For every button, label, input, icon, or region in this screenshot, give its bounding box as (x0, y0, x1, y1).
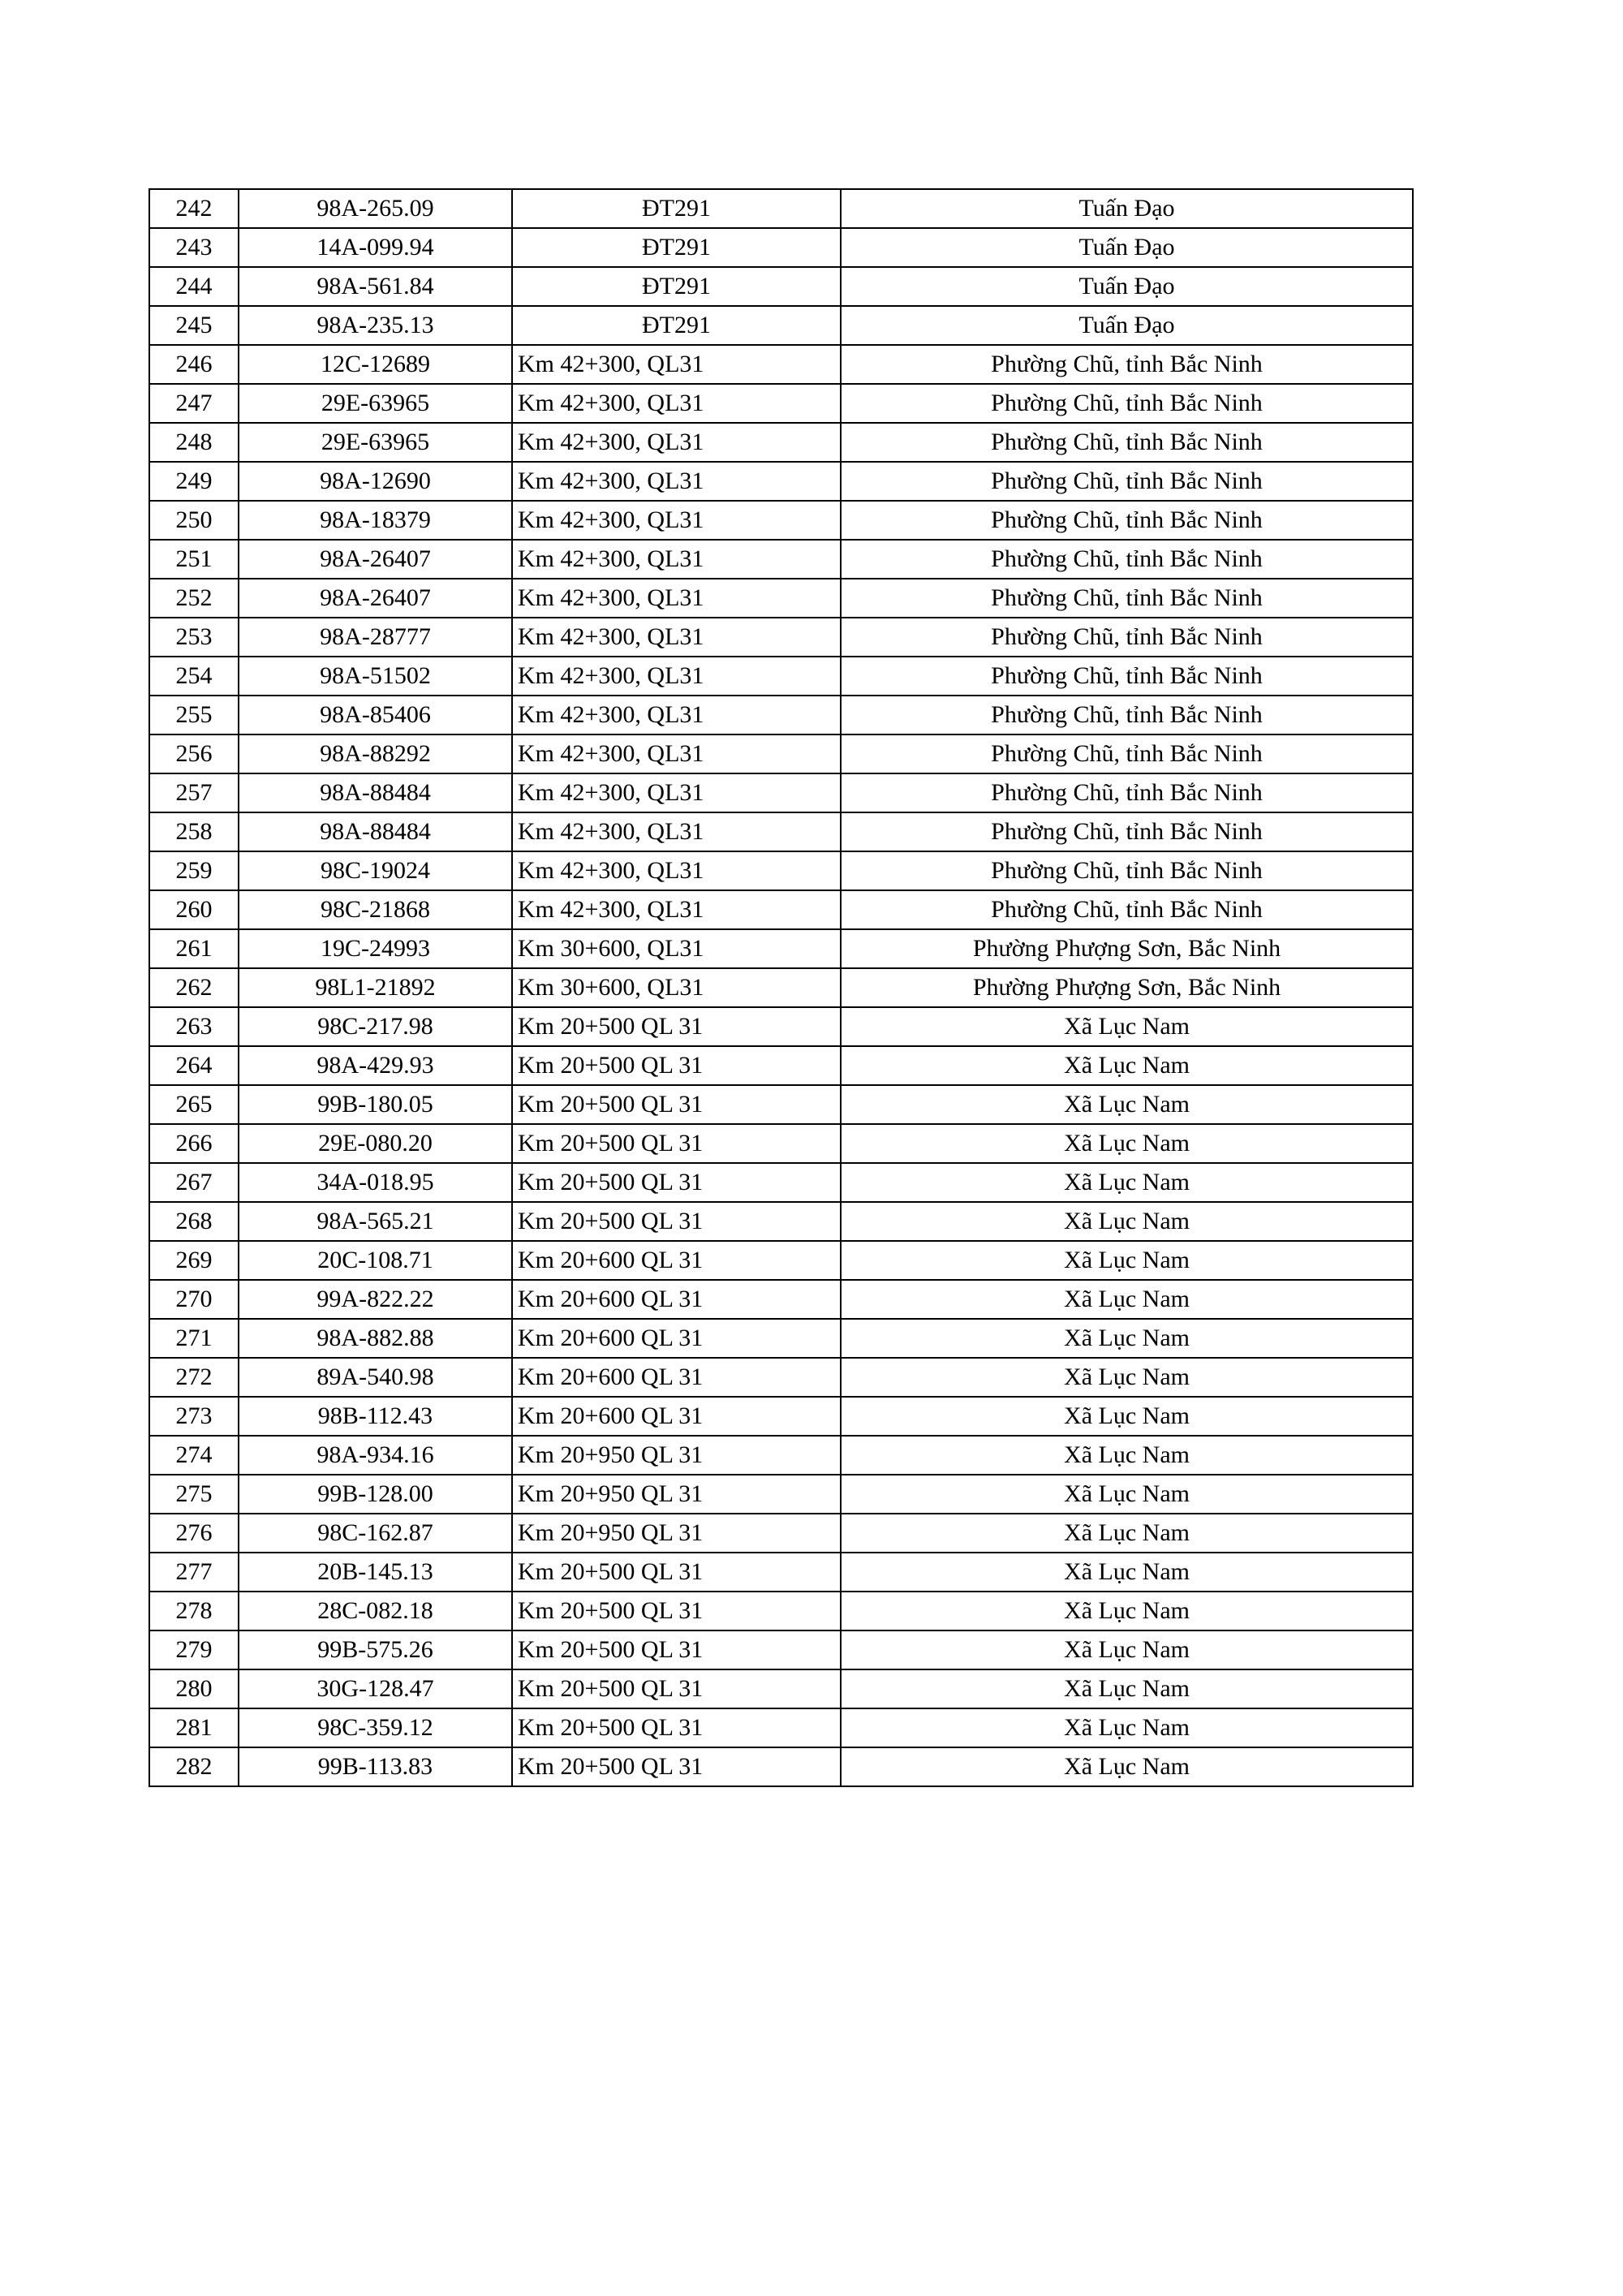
cell-road-location: Km 20+600 QL 31 (512, 1397, 841, 1436)
table-row (149, 267, 1413, 306)
cell-ordinal: 274 (149, 1436, 239, 1475)
cell-administrative-unit: Phường Chũ, tỉnh Bắc Ninh (841, 657, 1413, 696)
table-row (149, 968, 1413, 1007)
cell-license-plate: 99B-113.83 (239, 1747, 512, 1786)
cell-road-location: Km 20+600 QL 31 (512, 1280, 841, 1319)
cell-administrative-unit: Phường Chũ, tỉnh Bắc Ninh (841, 890, 1413, 929)
cell-road-location: ĐT291 (512, 228, 841, 267)
cell-license-plate: 29E-63965 (239, 423, 512, 462)
cell-license-plate: 98A-26407 (239, 579, 512, 618)
cell-administrative-unit: Xã Lục Nam (841, 1436, 1413, 1475)
cell-road-location: Km 20+500 QL 31 (512, 1553, 841, 1592)
cell-administrative-unit: Phường Chũ, tỉnh Bắc Ninh (841, 540, 1413, 579)
cell-ordinal: 249 (149, 462, 239, 501)
cell-administrative-unit: Xã Lục Nam (841, 1475, 1413, 1514)
cell-ordinal: 252 (149, 579, 239, 618)
cell-road-location: Km 42+300, QL31 (512, 345, 841, 384)
cell-ordinal: 242 (149, 189, 239, 228)
cell-ordinal: 257 (149, 773, 239, 812)
cell-license-plate: 98A-18379 (239, 501, 512, 540)
cell-ordinal: 266 (149, 1124, 239, 1163)
cell-road-location: Km 20+500 QL 31 (512, 1592, 841, 1630)
table-row (149, 345, 1413, 384)
cell-road-location: Km 42+300, QL31 (512, 423, 841, 462)
cell-license-plate: 98A-565.21 (239, 1202, 512, 1241)
cell-ordinal: 245 (149, 306, 239, 345)
cell-administrative-unit: Phường Chũ, tỉnh Bắc Ninh (841, 345, 1413, 384)
cell-administrative-unit: Xã Lục Nam (841, 1514, 1413, 1553)
cell-ordinal: 247 (149, 384, 239, 423)
cell-license-plate: 98L1-21892 (239, 968, 512, 1007)
cell-administrative-unit: Phường Chũ, tỉnh Bắc Ninh (841, 773, 1413, 812)
cell-administrative-unit: Phường Chũ, tỉnh Bắc Ninh (841, 618, 1413, 657)
cell-license-plate: 98C-162.87 (239, 1514, 512, 1553)
cell-ordinal: 256 (149, 734, 239, 773)
cell-ordinal: 248 (149, 423, 239, 462)
table-row (149, 657, 1413, 696)
table-row (149, 1592, 1413, 1630)
table-row (149, 579, 1413, 618)
table-row (149, 1046, 1413, 1085)
cell-administrative-unit: Phường Chũ, tỉnh Bắc Ninh (841, 462, 1413, 501)
cell-road-location: Km 20+950 QL 31 (512, 1436, 841, 1475)
table-row (149, 1436, 1413, 1475)
table-row (149, 306, 1413, 345)
table-row (149, 890, 1413, 929)
cell-administrative-unit: Xã Lục Nam (841, 1085, 1413, 1124)
cell-road-location: Km 42+300, QL31 (512, 501, 841, 540)
cell-ordinal: 250 (149, 501, 239, 540)
cell-road-location: Km 42+300, QL31 (512, 579, 841, 618)
cell-administrative-unit: Phường Chũ, tỉnh Bắc Ninh (841, 423, 1413, 462)
table-row (149, 1708, 1413, 1747)
cell-license-plate: 19C-24993 (239, 929, 512, 968)
cell-ordinal: 282 (149, 1747, 239, 1786)
cell-administrative-unit: Xã Lục Nam (841, 1708, 1413, 1747)
cell-ordinal: 253 (149, 618, 239, 657)
cell-license-plate: 14A-099.94 (239, 228, 512, 267)
cell-license-plate: 98C-359.12 (239, 1708, 512, 1747)
cell-road-location: ĐT291 (512, 267, 841, 306)
cell-ordinal: 271 (149, 1319, 239, 1358)
cell-administrative-unit: Xã Lục Nam (841, 1592, 1413, 1630)
cell-administrative-unit: Xã Lục Nam (841, 1280, 1413, 1319)
cell-ordinal: 280 (149, 1669, 239, 1708)
cell-ordinal: 272 (149, 1358, 239, 1397)
cell-road-location: Km 20+500 QL 31 (512, 1007, 841, 1046)
cell-road-location: Km 20+500 QL 31 (512, 1747, 841, 1786)
cell-license-plate: 99A-822.22 (239, 1280, 512, 1319)
cell-road-location: Km 20+600 QL 31 (512, 1358, 841, 1397)
cell-ordinal: 277 (149, 1553, 239, 1592)
cell-road-location: Km 20+600 QL 31 (512, 1319, 841, 1358)
table-row (149, 1163, 1413, 1202)
cell-license-plate: 89A-540.98 (239, 1358, 512, 1397)
cell-ordinal: 259 (149, 851, 239, 890)
cell-road-location: Km 20+500 QL 31 (512, 1669, 841, 1708)
cell-ordinal: 244 (149, 267, 239, 306)
cell-license-plate: 98A-882.88 (239, 1319, 512, 1358)
cell-road-location: Km 42+300, QL31 (512, 812, 841, 851)
table-row (149, 1007, 1413, 1046)
cell-road-location: Km 20+500 QL 31 (512, 1630, 841, 1669)
cell-administrative-unit: Xã Lục Nam (841, 1630, 1413, 1669)
table-row (149, 773, 1413, 812)
cell-ordinal: 267 (149, 1163, 239, 1202)
cell-license-plate: 98A-235.13 (239, 306, 512, 345)
cell-ordinal: 246 (149, 345, 239, 384)
cell-license-plate: 98A-561.84 (239, 267, 512, 306)
cell-ordinal: 265 (149, 1085, 239, 1124)
table-row (149, 540, 1413, 579)
cell-administrative-unit: Xã Lục Nam (841, 1163, 1413, 1202)
table-row (149, 501, 1413, 540)
cell-administrative-unit: Xã Lục Nam (841, 1319, 1413, 1358)
cell-administrative-unit: Xã Lục Nam (841, 1124, 1413, 1163)
cell-administrative-unit: Xã Lục Nam (841, 1397, 1413, 1436)
cell-license-plate: 98B-112.43 (239, 1397, 512, 1436)
cell-road-location: Km 20+500 QL 31 (512, 1163, 841, 1202)
table-row (149, 1553, 1413, 1592)
cell-ordinal: 276 (149, 1514, 239, 1553)
cell-license-plate: 98A-265.09 (239, 189, 512, 228)
cell-license-plate: 98A-51502 (239, 657, 512, 696)
cell-administrative-unit: Phường Phượng Sơn, Bắc Ninh (841, 968, 1413, 1007)
table-row (149, 1358, 1413, 1397)
cell-administrative-unit: Tuấn Đạo (841, 267, 1413, 306)
table-row (149, 189, 1413, 228)
cell-road-location: Km 42+300, QL31 (512, 540, 841, 579)
table-row (149, 1630, 1413, 1669)
cell-administrative-unit: Tuấn Đạo (841, 228, 1413, 267)
cell-license-plate: 98A-12690 (239, 462, 512, 501)
cell-ordinal: 268 (149, 1202, 239, 1241)
cell-road-location: Km 42+300, QL31 (512, 384, 841, 423)
cell-road-location: Km 42+300, QL31 (512, 851, 841, 890)
table-row (149, 1514, 1413, 1553)
cell-license-plate: 98A-26407 (239, 540, 512, 579)
table-row (149, 1747, 1413, 1786)
cell-administrative-unit: Xã Lục Nam (841, 1202, 1413, 1241)
cell-ordinal: 243 (149, 228, 239, 267)
cell-road-location: Km 20+500 QL 31 (512, 1085, 841, 1124)
cell-road-location: ĐT291 (512, 189, 841, 228)
cell-ordinal: 281 (149, 1708, 239, 1747)
cell-license-plate: 99B-575.26 (239, 1630, 512, 1669)
cell-ordinal: 264 (149, 1046, 239, 1085)
cell-license-plate: 20C-108.71 (239, 1241, 512, 1280)
cell-license-plate: 12C-12689 (239, 345, 512, 384)
cell-license-plate: 98A-88292 (239, 734, 512, 773)
cell-license-plate: 99B-180.05 (239, 1085, 512, 1124)
cell-license-plate: 29E-63965 (239, 384, 512, 423)
cell-administrative-unit: Xã Lục Nam (841, 1553, 1413, 1592)
table-row (149, 1319, 1413, 1358)
cell-license-plate: 98C-21868 (239, 890, 512, 929)
cell-license-plate: 34A-018.95 (239, 1163, 512, 1202)
cell-license-plate: 98A-429.93 (239, 1046, 512, 1085)
table-row (149, 1202, 1413, 1241)
cell-license-plate: 98A-85406 (239, 696, 512, 734)
table-row (149, 1085, 1413, 1124)
cell-administrative-unit: Xã Lục Nam (841, 1241, 1413, 1280)
violation-table-body (149, 189, 1413, 1786)
cell-ordinal: 262 (149, 968, 239, 1007)
cell-road-location: Km 42+300, QL31 (512, 890, 841, 929)
cell-ordinal: 269 (149, 1241, 239, 1280)
cell-license-plate: 98A-88484 (239, 812, 512, 851)
cell-administrative-unit: Phường Phượng Sơn, Bắc Ninh (841, 929, 1413, 968)
cell-road-location: Km 20+500 QL 31 (512, 1124, 841, 1163)
violation-table-container (149, 188, 1412, 1787)
cell-road-location: Km 20+950 QL 31 (512, 1475, 841, 1514)
table-row (149, 423, 1413, 462)
cell-ordinal: 275 (149, 1475, 239, 1514)
table-row (149, 812, 1413, 851)
table-row (149, 734, 1413, 773)
cell-license-plate: 98A-934.16 (239, 1436, 512, 1475)
cell-ordinal: 251 (149, 540, 239, 579)
table-row (149, 384, 1413, 423)
cell-road-location: Km 20+600 QL 31 (512, 1241, 841, 1280)
cell-ordinal: 261 (149, 929, 239, 968)
cell-road-location: Km 20+950 QL 31 (512, 1514, 841, 1553)
cell-administrative-unit: Phường Chũ, tỉnh Bắc Ninh (841, 501, 1413, 540)
cell-ordinal: 273 (149, 1397, 239, 1436)
table-row (149, 929, 1413, 968)
cell-administrative-unit: Xã Lục Nam (841, 1046, 1413, 1085)
cell-road-location: Km 30+600, QL31 (512, 929, 841, 968)
cell-road-location: Km 20+500 QL 31 (512, 1202, 841, 1241)
cell-license-plate: 98A-28777 (239, 618, 512, 657)
cell-administrative-unit: Phường Chũ, tỉnh Bắc Ninh (841, 734, 1413, 773)
cell-ordinal: 270 (149, 1280, 239, 1319)
cell-administrative-unit: Xã Lục Nam (841, 1007, 1413, 1046)
violation-table (149, 188, 1414, 1787)
cell-road-location: Km 42+300, QL31 (512, 462, 841, 501)
cell-road-location: Km 42+300, QL31 (512, 657, 841, 696)
cell-license-plate: 98C-19024 (239, 851, 512, 890)
cell-license-plate: 29E-080.20 (239, 1124, 512, 1163)
cell-ordinal: 258 (149, 812, 239, 851)
cell-license-plate: 28C-082.18 (239, 1592, 512, 1630)
cell-license-plate: 98A-88484 (239, 773, 512, 812)
cell-administrative-unit: Xã Lục Nam (841, 1669, 1413, 1708)
cell-license-plate: 30G-128.47 (239, 1669, 512, 1708)
cell-license-plate: 99B-128.00 (239, 1475, 512, 1514)
table-row (149, 1475, 1413, 1514)
cell-license-plate: 98C-217.98 (239, 1007, 512, 1046)
cell-license-plate: 20B-145.13 (239, 1553, 512, 1592)
table-row (149, 1280, 1413, 1319)
cell-administrative-unit: Phường Chũ, tỉnh Bắc Ninh (841, 696, 1413, 734)
cell-road-location: Km 20+500 QL 31 (512, 1046, 841, 1085)
cell-ordinal: 278 (149, 1592, 239, 1630)
table-row (149, 462, 1413, 501)
cell-administrative-unit: Tuấn Đạo (841, 306, 1413, 345)
cell-road-location: Km 20+500 QL 31 (512, 1708, 841, 1747)
cell-road-location: ĐT291 (512, 306, 841, 345)
cell-administrative-unit: Xã Lục Nam (841, 1358, 1413, 1397)
cell-administrative-unit: Phường Chũ, tỉnh Bắc Ninh (841, 812, 1413, 851)
table-row (149, 1124, 1413, 1163)
cell-ordinal: 254 (149, 657, 239, 696)
cell-administrative-unit: Tuấn Đạo (841, 189, 1413, 228)
table-row (149, 851, 1413, 890)
cell-ordinal: 279 (149, 1630, 239, 1669)
cell-administrative-unit: Xã Lục Nam (841, 1747, 1413, 1786)
cell-road-location: Km 42+300, QL31 (512, 618, 841, 657)
table-row (149, 618, 1413, 657)
cell-administrative-unit: Phường Chũ, tỉnh Bắc Ninh (841, 579, 1413, 618)
cell-ordinal: 263 (149, 1007, 239, 1046)
table-row (149, 228, 1413, 267)
table-row (149, 1241, 1413, 1280)
cell-ordinal: 260 (149, 890, 239, 929)
cell-road-location: Km 30+600, QL31 (512, 968, 841, 1007)
cell-administrative-unit: Phường Chũ, tỉnh Bắc Ninh (841, 851, 1413, 890)
table-row (149, 1669, 1413, 1708)
table-row (149, 696, 1413, 734)
cell-road-location: Km 42+300, QL31 (512, 696, 841, 734)
cell-road-location: Km 42+300, QL31 (512, 773, 841, 812)
table-row (149, 1397, 1413, 1436)
cell-road-location: Km 42+300, QL31 (512, 734, 841, 773)
cell-ordinal: 255 (149, 696, 239, 734)
cell-administrative-unit: Phường Chũ, tỉnh Bắc Ninh (841, 384, 1413, 423)
